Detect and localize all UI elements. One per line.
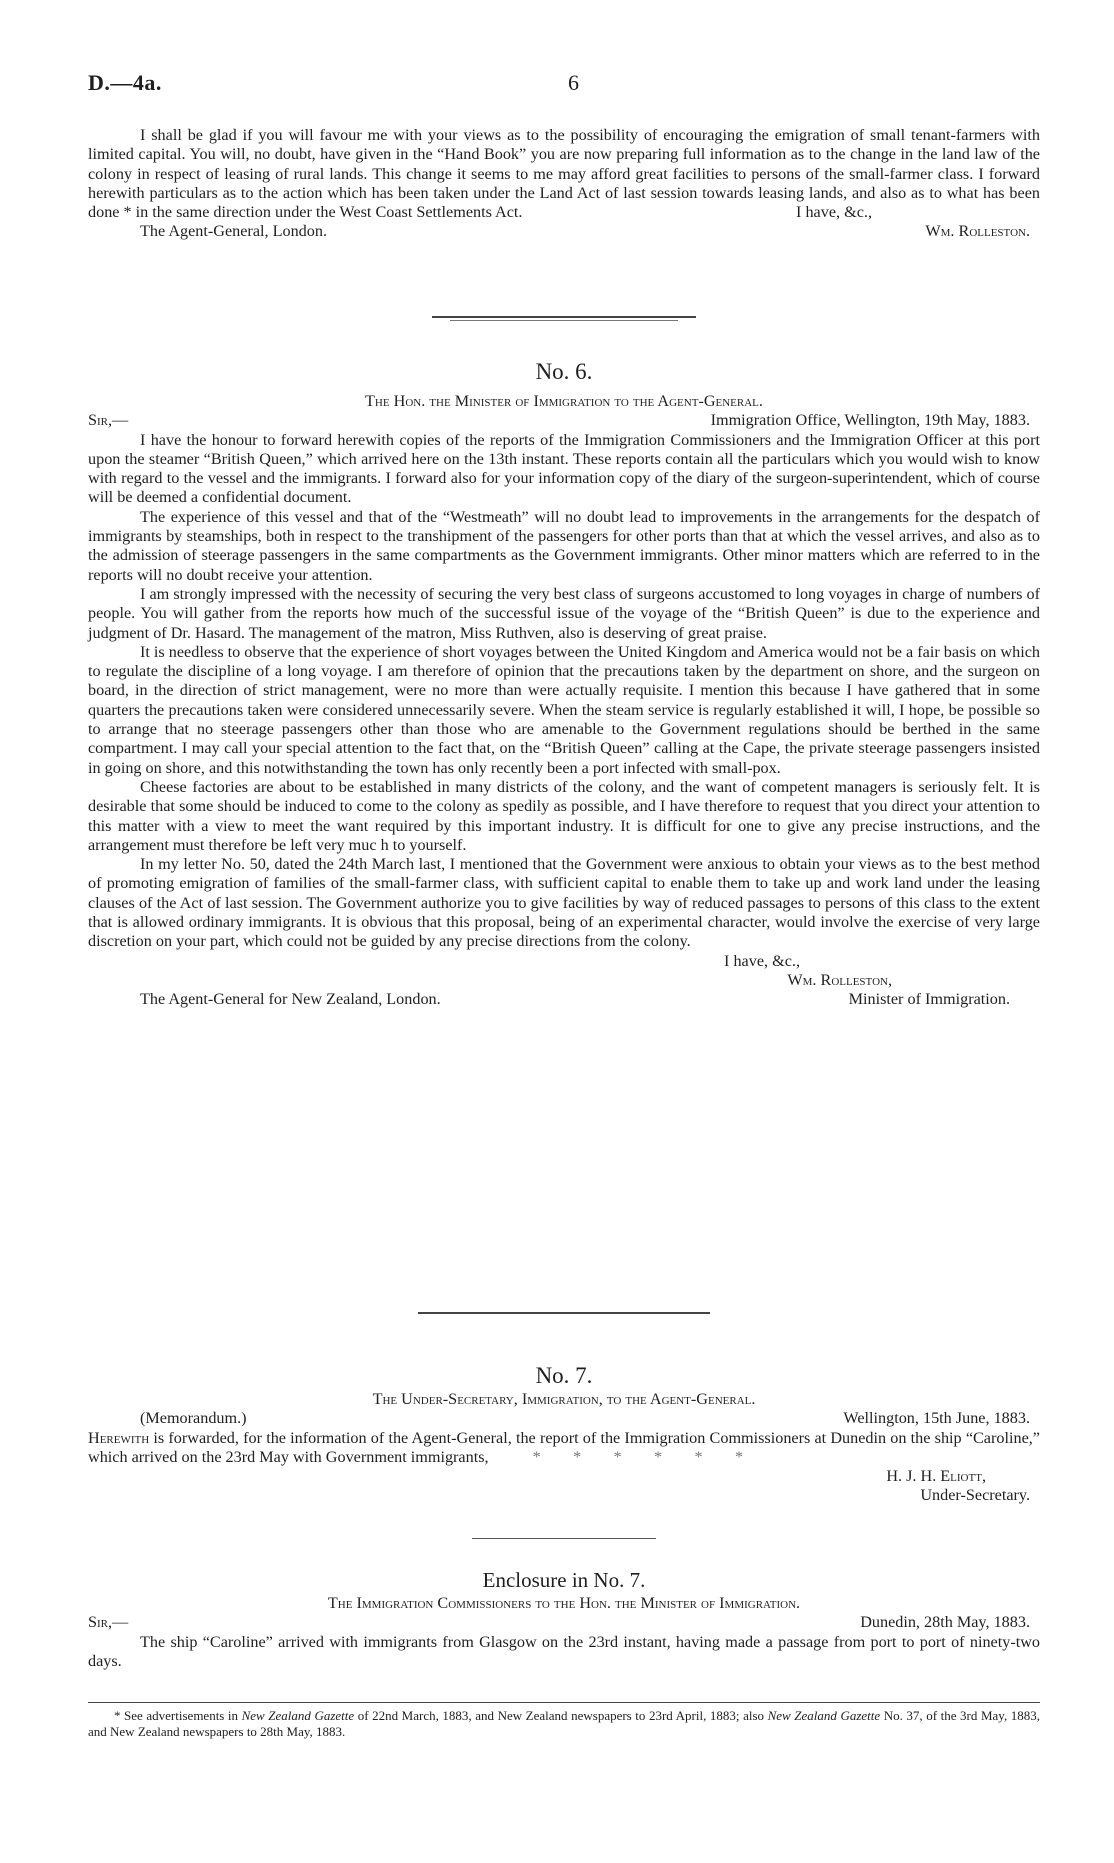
section-divider bbox=[472, 1538, 656, 1539]
memo-body: is forwarded, for the information of the Agent-General, the report of the Immigration Commissioners at Dunedin on the ship “Caroline,” which arrived on the 23rd May with Government immigrants, bbox=[88, 1428, 1040, 1466]
signature-title: Under-Secretary. bbox=[920, 1486, 1030, 1505]
footnote-gazette-title: New Zealand Gazette bbox=[767, 1708, 881, 1723]
section-no-7 bbox=[88, 1362, 1040, 1506]
place-date: Dunedin, 28th May, 1883. bbox=[860, 1613, 1030, 1632]
footnote bbox=[88, 1708, 1040, 1740]
section-heading: No. 6. bbox=[535, 359, 593, 384]
paragraph: It is needless to observe that the experience of short voyages between the United Kingdom and America would not be a fair basis on which to regulate the discipline of a long voyage. I am therefore of opinion that the precautions taken by the department on shore, and the surgeon on board, in the direction of strict management, were no more than were actually requisite. I mention this because I have gathered that in some quarters the precautions taken were considered unnecessarily severe. When the steam service is regularly established it will, I hope, be possible so to arrange that no steerage passengers other than those who are amenable to the Government regulations should be berthed in the same compartment. I may call your special attention to the fact that, on the “British Queen” calling at the Cape, the private steerage passengers insisted in going on shore, and this notwithstanding the town has only recently been a port infected with small-pox. bbox=[88, 642, 1040, 777]
place-date: Wellington, 15th June, 1883. bbox=[843, 1409, 1030, 1428]
enclosure-section bbox=[88, 1566, 1040, 1671]
paragraph: I am strongly impressed with the necessity of securing the very best class of surgeons accustomed to long voyages in charge of numbers of people. You will gather from the reports how much of the successful issue of the voyage of the “British Queen” is due to the experience and judgment of Dr. Hasard. The management of the matron, Miss Ruthven, also is deserving of great praise. bbox=[88, 584, 1040, 642]
document-code: D.—4a. bbox=[88, 70, 162, 95]
footnote-text: No. 37, of the 3rd May, 1883, and New Zealand newspapers to 28th May, 1883. bbox=[88, 1708, 1040, 1739]
memorandum-label: (Memorandum.) bbox=[140, 1409, 247, 1428]
paragraph: In my letter No. 50, dated the 24th March last, I mentioned that the Government were anxious to obtain your views as to the best method of promoting emigration of families of the small-farmer class, with sufficient capital to enable them to take up and work land under the leasing clauses of the Act of last session. The Government authorize you to give facilities by way of reduced passages to persons of this class to the extent that is allowed ordinary immigrants. It is obvious that this proposal, being of an experimental character, would involve the exercise of very large discretion on your part, which could not be guided by any precise directions from the colony. bbox=[88, 855, 1040, 951]
lead-word: Herewith bbox=[88, 1428, 150, 1447]
paragraph: Cheese factories are about to be established in many districts of the colony, and the want of competent managers is seriously felt. It is desirable that some should be induced to come to the colony as spedily as possible, and I have therefore to request that you direct your attention to this matter with a view to meet the want required by this important industry. It is difficult for one to give any precise instructions, and the arrangement must therefore be left very muc h to yourself. bbox=[88, 777, 1040, 854]
section-divider-thin bbox=[450, 320, 678, 321]
letter-5-addressee: The Agent-General, London. bbox=[140, 222, 327, 241]
footnote-gazette-title: New Zealand Gazette bbox=[241, 1708, 355, 1723]
section-divider bbox=[432, 316, 696, 318]
paragraph: I have the honour to forward herewith copies of the reports of the Immigration Commissioners and the Immigration Officer at this port upon the steamer “British Queen,” which arrived here on the 13th instant. These reports contain all the particulars which you would wish to know with regard to the vessel and the immigrants. I forward also for your information copy of the diary of the surgeon-superintendent, which of course will be deemed a confidential document. bbox=[88, 430, 1040, 507]
section-title: The Under-Secretary, Immigration, to the Agent-General. bbox=[372, 1390, 756, 1408]
footnote-text: * See advertisements in bbox=[114, 1708, 242, 1723]
section-divider bbox=[418, 1312, 710, 1314]
closing: I have, &c., bbox=[724, 951, 800, 970]
section-no-6 bbox=[88, 358, 1040, 1010]
addressee: The Agent-General for New Zealand, London. bbox=[140, 990, 441, 1009]
letter-5-signature: Wm. Rolleston. bbox=[925, 222, 1030, 241]
letter-5-continued bbox=[88, 126, 1040, 242]
enclosure-body: The ship “Caroline” arrived with immigrants from Glasgow on the 23rd instant, having made a passage from port to port of ninety-two days. bbox=[88, 1632, 1040, 1670]
omission-stars: * * * * * * bbox=[532, 1447, 744, 1466]
letter-5-body: I shall be glad if you will favour me with your views as to the possibility of encouraging the emigration of small tenant-farmers with limited capital. You will, no doubt, have given in the “Hand Book” you are now preparing full information as to the change in the land law of the colony in respect of leasing of rural lands. This change it seems to me may afford great facilities to persons of the small-farmer class. I forward herewith particulars as to the action which has been taken under the Land Act of last session towards leasing lands, and also as to what has been done * in the same direction under the West Coast Settlements Act. bbox=[88, 126, 1040, 222]
signature: H. J. H. Eliott, bbox=[886, 1467, 986, 1486]
salutation: Sir,— bbox=[88, 1613, 129, 1632]
place-date: Immigration Office, Wellington, 19th May, 1883. bbox=[710, 411, 1030, 430]
paragraph: The experience of this vessel and that of the “Westmeath” will no doubt lead to improvements in the arrangements for the despatch of immigrants by steamships, both in respect to the transhipment of the passengers for other ports than that at which the vessel arrives, and also as to the admission of steerage passengers in the same compartments as the Government immigrants. Other minor matters which are referred to in the reports will no doubt receive your attention. bbox=[88, 507, 1040, 584]
footnote-rule bbox=[88, 1702, 1040, 1703]
salutation: Sir,— bbox=[88, 411, 129, 430]
signature-title: Minister of Immigration. bbox=[848, 990, 1010, 1009]
section-title: The Hon. the Minister of Immigration to the Agent-General. bbox=[365, 392, 763, 410]
footnote-text: of 22nd March, 1883, and New Zealand newspapers to 23rd April, 1883; also bbox=[354, 1708, 768, 1723]
enclosure-title: The Immigration Commissioners to the Hon. the Minister of Immigration. bbox=[327, 1594, 801, 1612]
letter-5-closing: I have, &c., bbox=[796, 203, 872, 222]
enclosure-heading: Enclosure in No. 7. bbox=[482, 1568, 646, 1592]
page-number: 6 bbox=[568, 70, 579, 95]
section-heading: No. 7. bbox=[535, 1363, 593, 1388]
signature: Wm. Rolleston, bbox=[787, 970, 892, 989]
